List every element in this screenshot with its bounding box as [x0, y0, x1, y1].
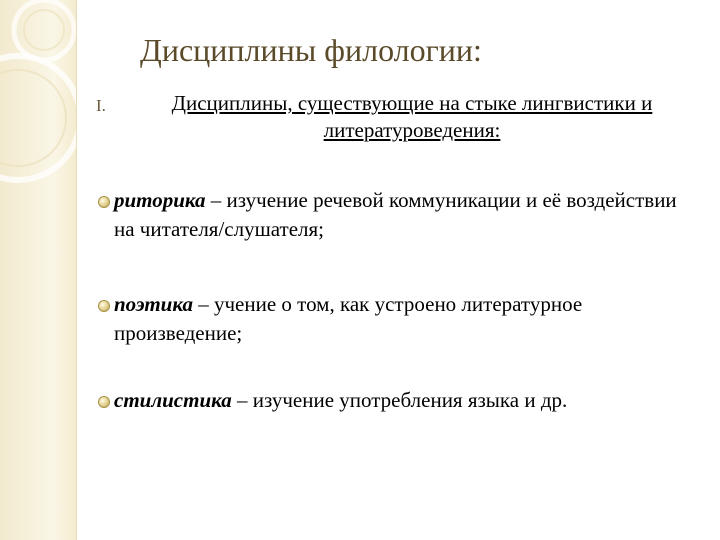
slide-title: Дисциплины филологии: [140, 32, 482, 68]
bullet-description: – изучение речевой коммуникации и её воздействии на читателя/слушателя; [114, 188, 677, 241]
bullet-term: поэтика [114, 292, 193, 316]
bullet-icon [98, 396, 110, 408]
bullet-icon [98, 300, 110, 312]
section-heading: Дисциплины, существующие на стыке лингвистики и литературоведения: [171, 91, 653, 142]
bullet-text [114, 186, 684, 244]
decorative-circles [0, 0, 76, 220]
section-header [96, 90, 696, 150]
bullet-text [114, 290, 684, 348]
bullet-term: стилистика [114, 388, 232, 412]
section-numeral: I. [96, 96, 106, 115]
bullet-text [114, 386, 684, 415]
bullet-description: – изучение употребления языка и др. [231, 388, 568, 412]
bullet-term: риторика [114, 188, 206, 212]
bullet-icon [98, 196, 110, 208]
decorative-side-band [0, 0, 77, 540]
bullet-description: – учение о том, как устроено литературное произведение; [114, 292, 583, 345]
